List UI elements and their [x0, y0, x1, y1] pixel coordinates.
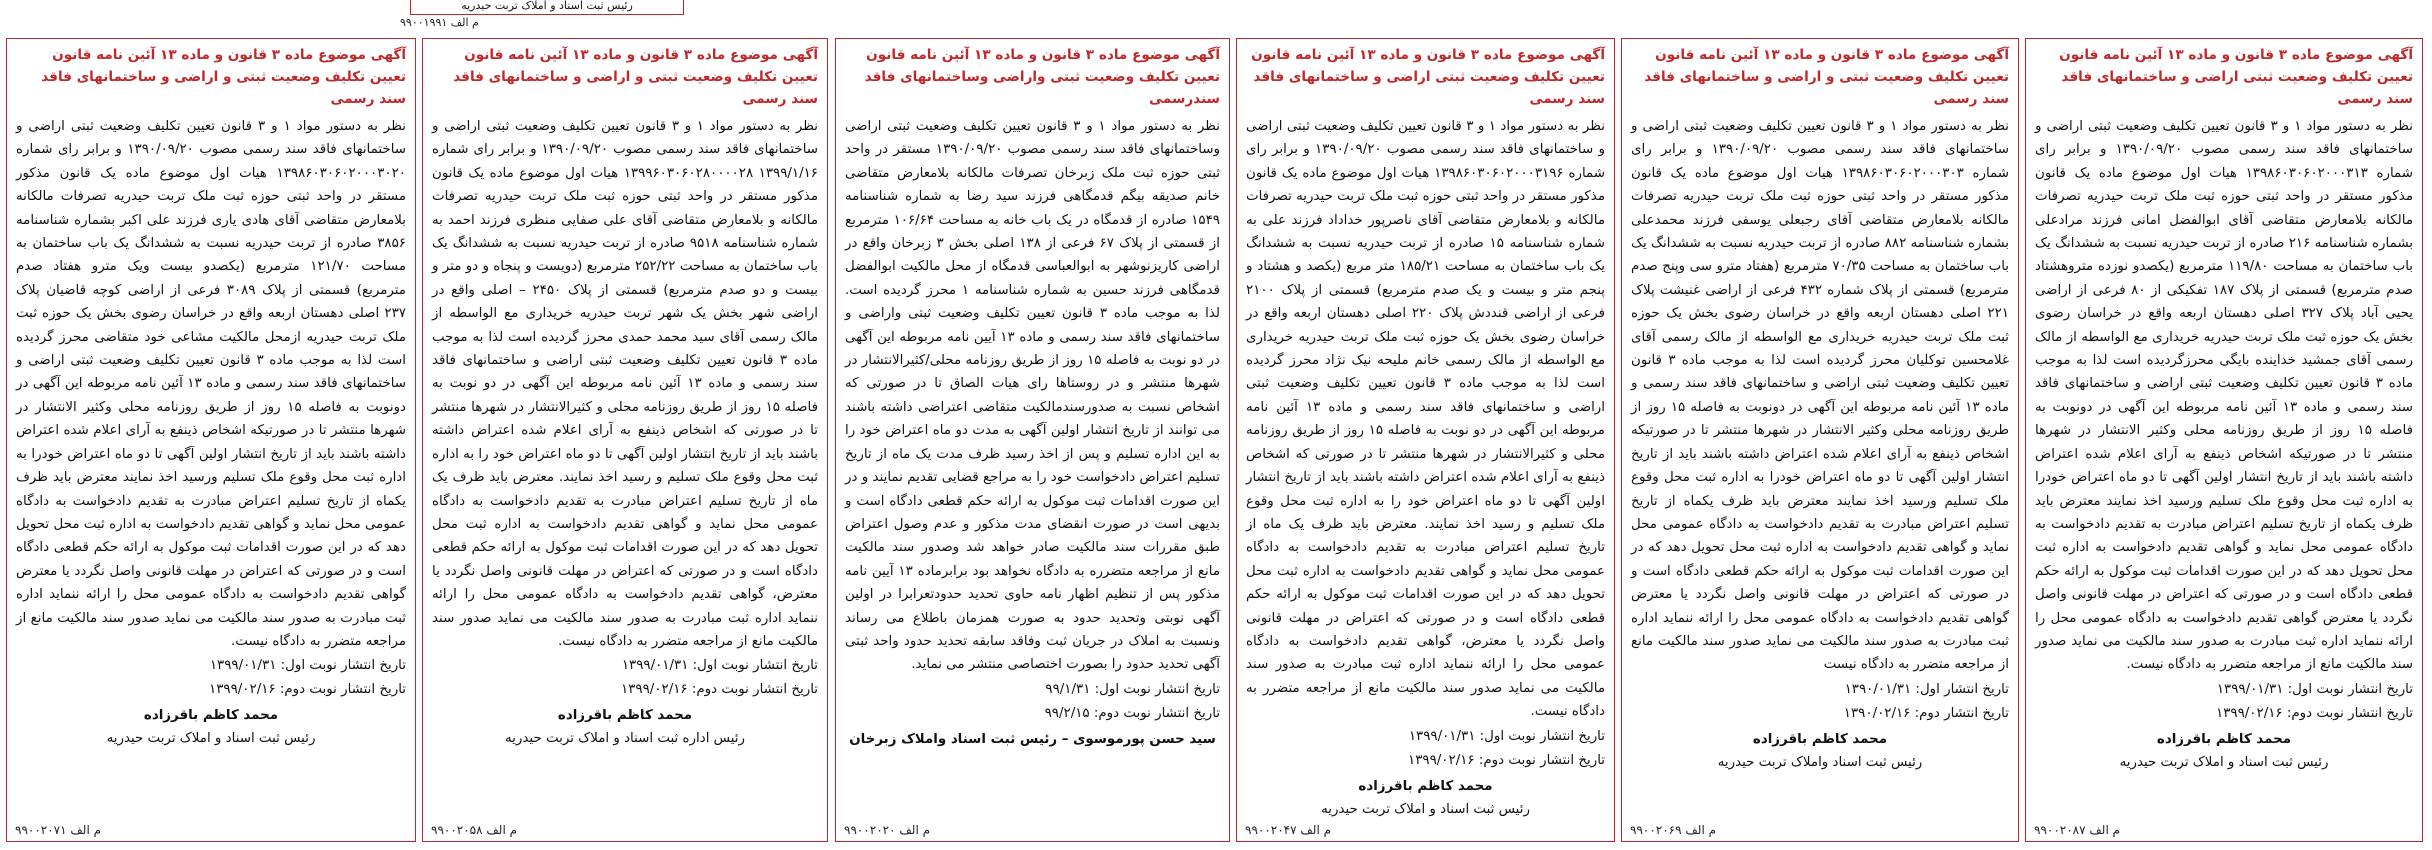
ad-headline: آگهی موضوع ماده ۳ قانون و ماده ۱۳ آئین نامه قانون تعیین تکلیف وضعیت ثبتی و اراضی و ساختمانهای فاقد سند رسمی: [1644, 47, 2009, 107]
ad-body: نظر به دستور مواد ۱ و ۳ قانون تعیین تکلیف وضعیت ثبتی اراضی و ساختمانهای فاقد سند رسمی مصوب ۱۳۹۰/۰۹/۲۰ و برابر رای شماره ۱۳۹۹/۱/۱۶ ۱۳۹۹۶۰۳۰۶۰۲۸۰۰۰۰۲۸ هیات اول موضوع ماده یک قانون مذکور مستقر در واحد ثبتی حوزه ثبت ملک تربت حیدریه تصرفات مالکانه و بلامعارض متقاضی آقای علی صفایی منظری فرزند احمد به شماره شناسنامه ۹۵۱۸ صادره از تربت حیدریه نسبت به ششدانگ یک باب ساختمان به مساحت ۲۵۲/۲۲ مترمربع (دویست و پنجاه و دو متر و بیست و دو صدم مترمربع) قسمتی از پلاک ۲۴۵۰ – اصلی واقع در اراضی شهر بخش یک شهر تربت حیدریه خریداری مع الواسطه از مالک رسمی آقای سید محمد حمدی محرز گردیده است لذا به موجب ماده ۳ قانون تعیین تکلیف وضعیت ثبتی اراضی و ساختمانهای فاقد سند رسمی و ماده ۱۳ آئین نامه مربوطه این آگهی در دو نوبت به فاصله ۱۵ روز از طریق روزنامه محلی و کثیرالانتشار در شهرها منتشر تا در صورتی که اشخاص ذینفع به آرای اعلام شده اعتراض داشته باشند باید از تاریخ انتشار اولین آگهی تا دو ماه اعتراض خود را به اداره ثبت محل وقوع ملک تسلیم و رسید اخذ نمایند. معترض باید ظرف یک ماه از تاریخ تسلیم اعتراض مبادرت به تقدیم دادخواست به دادگاه عمومی محل نماید و گواهی تقدیم دادخواست به اداره ثبت محل تحویل دهد که در این صورت اقدامات ثبت موکول به ارائه حکم قطعی دادگاه است و در صورتی که اعتراض در مهلت قانونی واصل نگردد یا معترض، گواهی تقدیم دادخواست به دادگاه عمومی محل را ارائه ننماید اداره ثبت مبادرت به صدور سند مالکیت می نماید صدور سند مالکیت مانع از مراجعه متضرر به دادگاه نیست.: [432, 119, 819, 649]
ad-code: م الف ۹۹۰۰۲۰۲۰: [844, 823, 931, 837]
ad-body: نظر به دستور مواد ۱ و ۳ قانون تعیین تکلیف وضعیت ثبتی اراضی وساختمانهای فاقد سند رسمی مصوب ۱۳۹۰/۰۹/۲۰ مستقر در واحد ثبتی حوزه ثبت ملک زبرخان تصرفات مالکانه بلامعارض متقاضی خانم صدیقه بیگم قدمگاهی فرزند سید رضا به شماره شناسنامه ۱۵۴۹ صادره از قدمگاه در یک باب خانه به مساحت ۱۰۶/۶۴ مترمربع از قسمتی از پلاک ۶۷ فرعی از ۱۳۸ اصلی بخش ۳ زبرخان واقع در اراضی کاریزنوشهر به ابوالعباسی قدمگاه از محل مالکیت ابوالفضل قدمگاهی فرزند حسین به شماره شناسنامه ۱ محرز گردیده است. لذا به موجب ماده ۳ قانون تعیین تکلیف وضعیت ثبتی واراضی و ساختمانهای فاقد سند رسمی و ماده ۱۳ آیین نامه مربوطه این آگهی در دو نوبت به فاصله ۱۵ روز از طریق روزنامه محلی/کثیرالانتشار در شهرها منتشر و در روستاها رای هیات الصاق تا در صورتی که اشخاص نسبت به صدورسندمالکیت متقاضی اعتراضی داشته باشند می توانند از تاریخ انتشار اولین آگهی به مدت دو ماه اعتراض خود را به این اداره تسلیم و پس از اخذ رسید ظرف مدت یک ماه از تاریخ تسلیم اعتراض دادخواست خود را به مراجع قضایی تقدیم نمایند و در این صورت اقدامات ثبت موکول به ارائه حکم قطعی دادگاه است و بدیهی است در صورت انقضای مدت مذکور و عدم وصول اعتراض طبق مقررات سند مالکیت صادر خواهد شد وصدور سند مالکیت مانع از مراجعه متضرره به دادگاه نخواهد بود برابرماده ۱۳ آیین نامه مذکور پس از تنظیم اظهار نامه حاوی تحدید حدودتعرابرا در اولین آگهی نوبتی وتحدید حدود به صورت همزمان باطلاع می رساند ونسبت به املاک در جریان ثبت وفاقد سابقه تحدید حدود واحد ثبتی آگهی تحدید حدود را بصورت اختصاصی منتشر می نماید.: [845, 119, 1221, 673]
signer-name: محمد کاظم باقرزاده: [1752, 731, 1888, 747]
signer-office: رئیس ثبت اسناد واملاک تربت حیدریه: [1717, 754, 1923, 770]
ad-code: م الف ۹۹۰۰۲۰۶۹: [1630, 823, 1717, 837]
publish-date-second: تاریخ انتشار نوبت دوم: ۹۹/۲/۱۵: [1044, 705, 1220, 721]
ad-headline: آگهی موضوع ماده ۳ قانون و ماده ۱۳ آئین نامه قانون تعیین تکلیف وضعیت ثبتی اراضی و ساختمانهای فاقد سند رسمی: [1251, 47, 1605, 107]
publish-date-second: تاریخ انتشار دوم: ۱۳۹۰/۰۲/۱۶: [1843, 705, 2009, 721]
signer-office: رئیس ثبت اسناد و املاک تربت حیدریه: [106, 731, 316, 747]
signer-office: رئیس ثبت اسناد و املاک تربت حیدریه: [2119, 754, 2329, 770]
signer-office: رئیس ثبت اسناد و املاک تربت حیدریه: [1321, 801, 1530, 817]
ad-column-2: [1621, 38, 2019, 842]
ad-code: م الف ۹۹۰۰۲۰۵۸: [431, 823, 518, 837]
ad-code: م الف ۹۹۰۰۲۰۷۱: [15, 823, 102, 837]
ad-code: م الف ۹۹۰۰۲۰۴۷: [1245, 823, 1332, 837]
ad-headline: آگهی موضوع ماده ۳ قانون و ماده ۱۳ آئین نامه قانون تعیین تکلیف وضعیت ثبتی و اراضی و ساختمانهای فاقد سند رسمی: [41, 47, 406, 107]
ad-column-1: [2025, 38, 2423, 842]
publish-date-second: تاریخ انتشار نوبت دوم: ۱۳۹۹/۰۲/۱۶: [1408, 752, 1605, 768]
publish-date-second: تاریخ انتشار نوبت دوم: ۱۳۹۹/۰۲/۱۶: [621, 682, 818, 698]
ad-code: م الف ۹۹۰۰۲۰۸۷: [2034, 823, 2121, 837]
publish-date-first: تاریخ انتشار اول: ۱۳۹۰/۰۱/۳۱: [1844, 681, 2009, 697]
ad-body: نظر به دستور مواد ۱ و ۳ قانون تعیین تکلیف وضعیت ثبتی اراضی و ساختمانهای فاقد سند رسمی مصوب ۱۳۹۰/۰۹/۲۰ و برابر رای شماره ۱۳۹۸۶۰۳۰۶۰۲۰۰۰۳۱۹۶ هیات اول موضوع ماده یک قانون مذکور مستقر در واحد ثبتی حوزه ثبت ملک تربت حیدریه تصرفات مالکانه و بلامعارض متقاضی آقای ناصرپور خداداد فرزند علی به شماره شناسنامه ۱۵ صادره از تربت حیدریه نسبت به ششدانگ یک باب ساختمان به مساحت ۱۸۵/۲۱ متر مربع (یکصد و هشتاد و پنجم متر و بیست و یک صدم مترمربع) قسمتی از پلاک ۲۱۰۰ فرعی از اراضی قنددش پلاک ۲۲۰ اصلی دهستان اربعه واقع در خراسان رضوی بخش یک حوزه ثبت ملک تربت حیدریه خریداری مع الواسطه از مالک رسمی خانم ملیحه نیک نژاد محرز گردیده است لذا به موجب ماده ۳ قانون تعیین تکلیف وضعیت ثبتی اراضی و ساختمانهای فاقد سند رسمی و ماده ۱۳ آئین نامه مربوطه این آگهی در دو نوبت به فاصله ۱۵ روز از طریق روزنامه محلی و کثیرالانتشار در شهرها منتشر تا در صورتی که اشخاص ذینفع به آرای اعلام شده اعتراض داشته باشند باید از تاریخ انتشار اولین آگهی تا دو ماه اعتراض خود را به اداره ثبت محل وقوع ملک تسلیم و رسید اخذ نمایند. معترض باید ظرف یک ماه از تاریخ تسلیم اعتراض مبادرت به تقدیم دادخواست به دادگاه عمومی محل نماید و گواهی تقدیم دادخواست به اداره ثبت محل تحویل دهد که در این صورت اقدامات ثبت موکول به ارائه حکم قطعی دادگاه است و در صورتی که اعتراض در مهلت قانونی واصل نگردد یا معترض، گواهی تقدیم دادخواست به دادگاه عمومی محل را ارائه ننماید اداره ثبت مبادرت به صدور سند مالکیت می نماید صدور سند مالکیت مانع از مراجعه متضرر به دادگاه نیست.: [1246, 119, 1606, 720]
ad-column-3: [1236, 38, 1615, 842]
publish-date-first: تاریخ انتشار نوبت اول: ۱۳۹۹/۰۱/۳۱: [2216, 681, 2413, 697]
signer-name: سید حسن پورموسوی – رئیس ثبت اسناد واملاک زبرخان: [849, 731, 1216, 747]
signer-office: رئیس اداره ثبت اسناد و املاک تربت حیدریه: [505, 731, 745, 747]
publish-date-second: تاریخ انتشار نوبت دوم: ۱۳۹۹/۰۲/۱۶: [209, 682, 406, 698]
previous-ad-footer: [410, 0, 684, 15]
previous-ad-code: م الف ۹۹۰۰۱۹۹۱: [400, 16, 479, 29]
signer-name: محمد کاظم باقرزاده: [1358, 778, 1493, 794]
publish-date-first: تاریخ انتشار نوبت اول: ۱۳۹۹/۰۱/۳۱: [621, 658, 818, 674]
signer-name: محمد کاظم باقرزاده: [2156, 731, 2292, 747]
top-fragment: [0, 0, 2432, 34]
ad-column-4: [835, 38, 1230, 842]
previous-ad-office: رئیس ثبت اسناد و املاک تربت حیدریه: [461, 0, 633, 12]
signer-name: محمد کاظم باقرزاده: [143, 708, 279, 724]
signer-name: محمد کاظم باقرزاده: [557, 708, 693, 724]
ad-body: نظر به دستور مواد ۱ و ۳ قانون تعیین تکلیف وضعیت ثبتی اراضی و ساختمانهای فاقد سند رسمی مصوب ۱۳۹۰/۰۹/۲۰ و برابر رای شماره ۱۳۹۸۶۰۳۰۶۰۲۰۰۰۳۰۲۰ هیات اول موضوع ماده یک قانون مذکور مستقر در واحد ثبتی حوزه ثبت ملک تربت حیدریه تصرفات مالکانه بلامعارض متقاضی آقای هادی یاری فرزند علی اکبر بشماره شناسنامه ۳۸۵۶ صادره از تربت حیدریه نسبت به ششدانگ یک باب ساختمان به مساحت ۱۲۱/۷۰ مترمربع (یکصدو بیست ویک مترو هفتاد صدم مترمربع) قسمتی از پلاک ۳۰۸۹ فرعی از اراضی کوچه قاضیان پلاک ۲۳۷ اصلی دهستان اربعه واقع در خراسان رضوی بخش یک حوزه ثبت ملک تربت حیدریه ازمحل مالکیت مشاعی خود متقاضی محرز گردیده است لذا به موجب ماده ۳ قانون تعیین تکلیف وضعیت ثبتی اراضی و ساختمانهای فاقد سند رسمی و ماده ۱۳ آئین نامه مربوطه این آگهی در دونوبت به فاصله ۱۵ روز از طریق روزنامه محلی وکثیر الانتشار در شهرها منتشر تا در صورتیکه اشخاص ذینفع به آرای اعلام شده اعتراض داشته باشند باید از تاریخ انتشار اولین آگهی تا دو ماه اعتراض خودرا به اداره ثبت محل وقوع ملک تسلیم ورسید اخذ نمایند معترض باید ظرف یکماه از تاریخ تسلیم اعتراض مبادرت به تقدیم دادخواست به دادگاه عمومی محل نماید و گواهی تقدیم دادخواست به اداره ثبت محل تحویل دهد که در این صورت اقدامات ثبت موکول به ارائه حکم قطعی دادگاه است و در صورتی که اعتراض در مهلت قانونی واصل نگردد یا معترض گواهی تقدیم دادخواست به دادگاه عمومی محل را ارائه ننماید اداره ثبت مبادرت به صدور سند مالکیت می نماید صدور سند مالکیت مانع از مراجعه متضرر به دادگاه نیست.: [16, 119, 407, 649]
ad-body: نظر به دستور مواد ۱ و ۳ قانون تعیین تکلیف وضعیت ثبتی اراضی و ساختمانهای فاقد سند رسمی مصوب ۱۳۹۰/۰۹/۲۰ و برابر رای شماره ۱۳۹۸۶۰۳۰۶۰۲۰۰۰۳۱۳ هیات اول موضوع ماده یک قانون مذکور مستقر در واحد ثبتی حوزه ثبت ملک تربت حیدریه تصرفات مالکانه بلامعارض متقاضی آقای ابوالفضل امانی فرزند مرادعلی بشماره شناسنامه ۲۱۶ صادره از تربت حیدریه نسبت به ششدانگ یک باب ساختمان به مساحت ۱۱۹/۸۰ مترمربع (یکصدو نوزده متروهشتاد صدم مترمربع) قسمتی از پلاک ۱۸۷ تفکیکی از ۸۰ فرعی از اراضی یحیی آباد پلاک ۳۲۷ اصلی دهستان اربعه واقع در خراسان رضوی بخش یک حوزه ثبت ملک تربت حیدریه خریداری مع الواسطه از مالک رسمی آقای جمشید خداینده بایگی محرزگردیده است لذا به موجب ماده ۳ قانون تعیین تکلیف وضعیت ثبتی اراضی و ساختمانهای فاقد سند رسمی و ماده ۱۳ آئین نامه مربوطه این آگهی در دونوبت به فاصله ۱۵ روز از طریق روزنامه محلی وکثیر الانتشار در شهرها منتشر تا در صورتیکه اشخاص ذینفع به آرای اعلام شده اعتراض داشته باشند باید از تاریخ انتشار اولین آگهی تا دو ماه اعتراض خودرا به اداره ثبت محل وقوع ملک تسلیم ورسید اخذ نمایند معترض باید ظرف یکماه از تاریخ تسلیم اعتراض مبادرت به تقدیم دادخواست به دادگاه عمومی محل نماید و گواهی تقدیم دادخواست به اداره ثبت محل تحویل دهد که در این صورت اقدامات ثبت موکول به ارائه حکم قطعی دادگاه است و در صورتی که اعتراض در مهلت قانونی واصل نگردد یا معترض گواهی تقدیم دادخواست به دادگاه عمومی محل را ارائه ننماید اداره ثبت مبادرت به صدور سند مالکیت می نماید صدور سند مالکیت مانع از مراجعه متضرر به دادگاه نیست.: [2035, 119, 2414, 673]
ad-headline: آگهی موضوع ماده ۳ قانون و ماده ۱۳ آئین نامه قانون تعیین تکلیف وضعیت ثبتی و اراضی و ساختمانهای فاقد سند رسمی: [453, 47, 818, 107]
publish-date-second: تاریخ انتشار نوبت دوم: ۱۳۹۹/۰۲/۱۶: [2216, 705, 2413, 721]
publish-date-first: تاریخ انتشار نوبت اول: ۹۹/۱/۳۱: [1045, 681, 1220, 697]
ad-body: نظر به دستور مواد ۱ و ۳ قانون تعیین تکلیف وضعیت ثبتی اراضی و ساختمانهای فاقد سند رسمی مصوب ۱۳۹۰/۰۹/۲۰ و برابر رای شماره ۱۳۹۸۶۰۳۰۶۰۲۰۰۰۳۰۳ هیات اول موضوع ماده یک قانون مذکور مستقر در واحد ثبتی حوزه ثبت ملک تربت حیدریه تصرفات مالکانه بلامعارض متقاضی آقای رجبعلی یوسفی فرزند محمدعلی بشماره شناسنامه ۸۸۲ صادره از تربت حیدریه نسبت به ششدانگ یک باب ساختمان به مساحت ۷۰/۳۵ مترمربع (هفتاد مترو سی وپنج صدم مترمربع) قسمتی از پلاک شماره ۴۳۲ فرعی از اراضی غنیشت پلاک ۲۲۱ اصلی دهستان اربعه واقع در خراسان رضوی بخش یک حوزه ثبت ملک تربت حیدریه خریداری مع الواسطه از مالک رسمی آقای غلامحسین توکلیان محرز گردیده است لذا به موجب ماده ۳ قانون تعیین تکلیف وضعیت ثبتی اراضی و ساختمانهای فاقد سند رسمی و ماده ۱۳ آئین نامه مربوطه این آگهی در دونوبت به فاصله ۱۵ روز از طریق روزنامه محلی وکثیر الانتشار در شهرها منتشر تا در صورتیکه اشخاص ذینفع به آرای اعلام شده اعتراض داشته باشند باید از تاریخ انتشار اولین آگهی تا دو ماه اعتراض خودرا به اداره ثبت محل وقوع ملک تسلیم ورسید اخذ نمایند معترض باید ظرف یکماه از تاریخ تسلیم اعتراض مبادرت به تقدیم دادخواست به دادگاه عمومی محل نماید و گواهی تقدیم دادخواست به اداره ثبت محل تحویل دهد که در این صورت اقدامات ثبت موکول به ارائه حکم قطعی دادگاه است و در صورتی که اعتراض در مهلت قانونی واصل نگردد یا معترض گواهی تقدیم دادخواست به دادگاه عمومی محل را ارائه ننماید اداره ثبت مبادرت به صدور سند مالکیت می نماید صدور سند مالکیت مانع از مراجعه متضرر به دادگاه نیست: [1631, 119, 2010, 673]
publish-date-first: تاریخ انتشار نوبت اول: ۱۳۹۹/۰۱/۳۱: [209, 658, 406, 674]
ad-column-5: [422, 38, 828, 842]
ad-headline: آگهی موضوع ماده ۳ قانون و ماده ۱۳ آئین نامه قانون تعیین تکلیف وضعیت ثبتی اراضی و ساختمانهای فاقد سند رسمی: [2059, 47, 2413, 107]
ad-column-6: [6, 38, 416, 842]
ad-headline: آگهی موضوع ماده ۳ قانون و ماده ۱۳ آئین نامه قانون تعیین تکلیف وضعیت ثبتی واراضی وساختمانهای فاقد سندرسمی: [864, 47, 1220, 107]
publish-date-first: تاریخ انتشار نوبت اول: ۱۳۹۹/۰۱/۳۱: [1408, 728, 1605, 744]
